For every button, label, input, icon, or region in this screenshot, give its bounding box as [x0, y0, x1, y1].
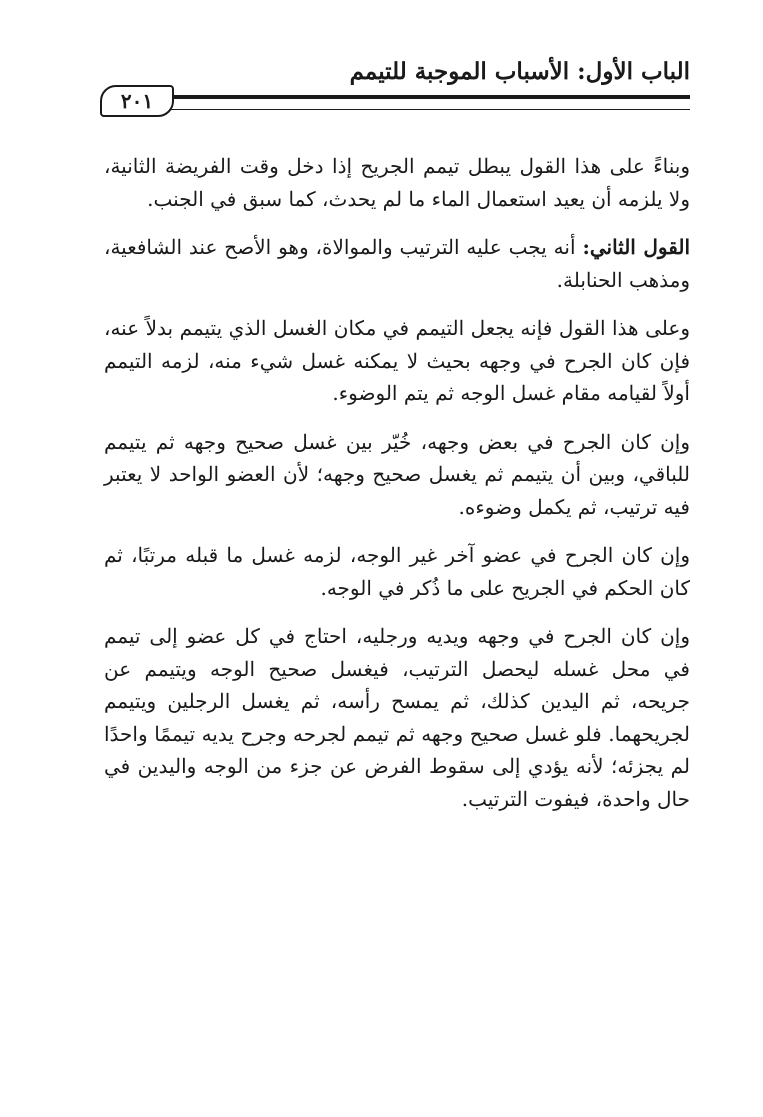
page-number-box: [100, 85, 174, 117]
paragraph-6: [104, 620, 690, 815]
paragraph-1: [104, 150, 690, 215]
chapter-title: [350, 58, 690, 85]
paragraph-text: وعلى هذا القول فإنه يجعل التيمم في مكان الغسل الذي يتيمم بدلاً عنه، فإن كان الجرح في وجهه بحيث لا يمكنه غسل شيء منه، لزمه التيمم أولاً لقيامه مقام غسل الوجه ثم يتم الوضوء.: [104, 316, 690, 405]
chapter-title-lead: الباب الأول:: [577, 58, 690, 85]
chapter-title-rest: الأسباب الموجبة للتيمم: [349, 58, 578, 85]
page-number: ٢٠١: [120, 89, 154, 113]
paragraph-text: أنه يجب عليه الترتيب والموالاة، وهو الأصح عند الشافعية، ومذهب الحنابلة.: [104, 235, 690, 292]
paragraph-4: [104, 426, 690, 524]
paragraph-3: [104, 312, 690, 410]
body-text: [104, 150, 690, 831]
paragraph-lead: القول الثاني:: [582, 235, 691, 259]
paragraph-text: وإن كان الجرح في عضو آخر غير الوجه، لزمه غسل ما قبله مرتبًا، ثم كان الحكم في الجريح على ما ذُكر في الوجه.: [104, 543, 690, 600]
paragraph-2: [104, 231, 690, 296]
paragraph-text: وإن كان الجرح في بعض وجهه، خُيّر بين غسل صحيح وجهه ثم يتيمم للباقي، وبين أن يتيمم ثم يغسل صحيح وجهه؛ لأن العضو الواحد لا يعتبر فيه ترتيب، ثم يكمل وضوءه.: [104, 429, 690, 519]
paragraph-text: وبناءً على هذا القول يبطل تيمم الجريح إذا دخل وقت الفريضة الثانية، ولا يلزمه أن يعيد استعمال الماء ما لم يحدث، كما سبق في الجنب.: [104, 154, 690, 211]
paragraph-text: وإن كان الجرح في وجهه ويديه ورجليه، احتاج في كل عضو إلى تيمم في محل غسله ليحصل الترتيب، فيغسل صحيح الوجه ويتيمم عن جريحه، ثم اليدين كذلك، ثم يمسح رأسه، ثم يغسل الرجلين ويتيمم لجريحهما. فلو غسل صحيح وجهه ثم تيمم لجرحه وجرح يديه تيممًا واحدًا لم يجزئه؛ لأنه يؤدي إلى سقوط الفرض عن جزء من الوجه واليدين في حال واحدة، فيفوت الترتيب.: [104, 624, 690, 811]
page-header: [100, 58, 690, 118]
header-rule: [166, 95, 690, 110]
paragraph-5: [104, 539, 690, 604]
